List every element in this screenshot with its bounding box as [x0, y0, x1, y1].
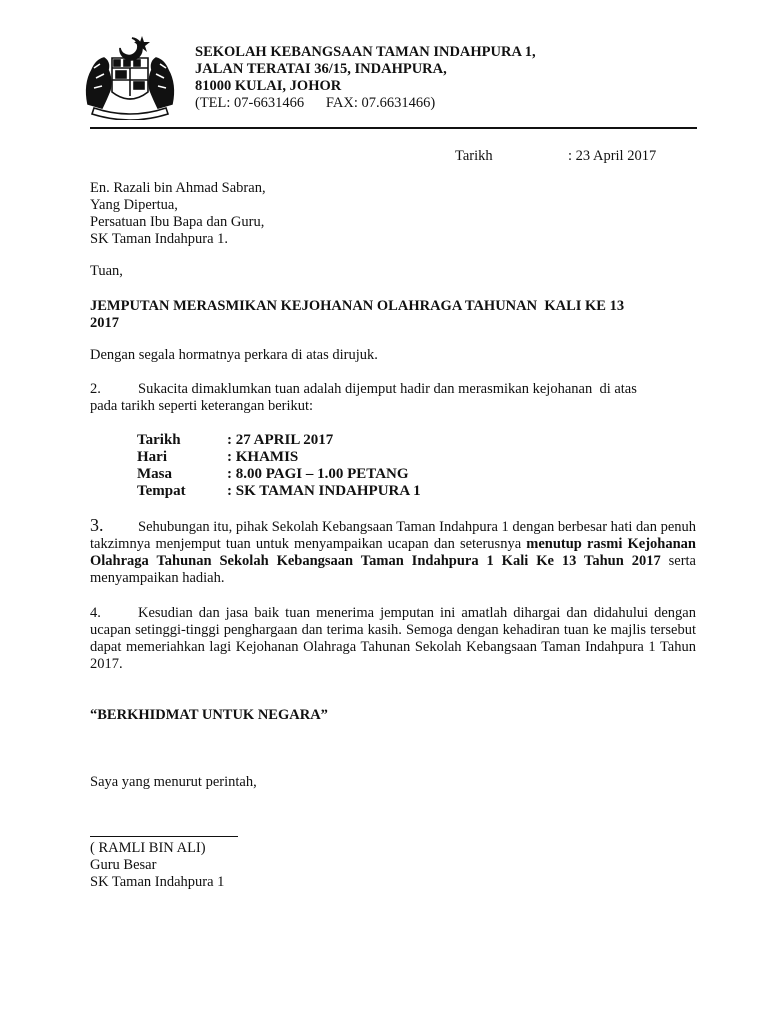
letterhead — [195, 44, 536, 112]
school-address-city: 81000 KULAI, JOHOR — [195, 78, 342, 94]
paragraph-2 — [90, 381, 696, 415]
school-contact: (TEL: 07-6631466 FAX: 07.6631466) — [195, 95, 436, 111]
detail-value: : SK TAMAN INDAHPURA 1 — [227, 483, 421, 499]
date-label: Tarikh — [455, 148, 493, 164]
coat-of-arms-logo — [80, 34, 180, 120]
paragraph-text-bold: menutup rasmi Kejohanan Olahraga Tahunan Sekolah Kebangsaan Taman Indahpura 1 Kali Ke 13 Tahun 2017 — [90, 536, 696, 569]
paragraph-text: Sukacita dimaklumkan tuan adalah dijemput hadir dan merasmikan kejohanan di atas — [138, 381, 637, 397]
detail-value: : 8.00 PAGI – 1.00 PETANG — [227, 466, 409, 482]
subject-heading — [90, 298, 624, 332]
detail-row — [137, 466, 421, 483]
paragraph-3 — [90, 517, 696, 587]
opening-paragraph: Dengan segala hormatnya perkara di atas dirujuk. — [90, 347, 378, 363]
paragraph-text: Kesudian dan jasa baik tuan menerima jemputan ini amatlah dihargai dan didahului dengan ucapan setinggi-tinggi penghargaan dan terima kasih. Semoga dengan kehadiran tuan ke majlis tersebut dapat memeriahkan lagi Kejohanan Olahraga Tahunan Sekolah Kebangsaan Taman Indahpura 1 Tahun 2017. — [90, 605, 696, 672]
signatory-block — [90, 840, 224, 891]
detail-label: Hari — [137, 449, 167, 465]
signatory-school: SK Taman Indahpura 1 — [90, 874, 225, 890]
recipient-line: Yang Dipertua, — [90, 197, 178, 213]
event-details — [137, 432, 421, 500]
signatory-title: Guru Besar — [90, 857, 157, 873]
school-name: SEKOLAH KEBANGSAAN TAMAN INDAHPURA 1, — [195, 44, 536, 60]
detail-label: Tempat — [137, 483, 186, 499]
paragraph-number: 3. — [90, 515, 104, 535]
paragraph-number: 4. — [90, 605, 101, 621]
recipient-line: SK Taman Indahpura 1. — [90, 231, 229, 247]
paragraph-number: 2. — [90, 381, 101, 397]
subject-line: 2017 — [90, 315, 119, 331]
date-value: : 23 April 2017 — [568, 148, 657, 164]
detail-row — [137, 432, 421, 449]
signature-line — [90, 836, 238, 837]
recipient-line: Persatuan Ibu Bapa dan Guru, — [90, 214, 265, 230]
paragraph-text: serta menyampaikan hadiah. — [90, 553, 696, 586]
header-divider — [90, 127, 697, 129]
detail-row — [137, 483, 421, 500]
motto: “BERKHIDMAT UNTUK NEGARA” — [90, 707, 328, 723]
detail-value: : 27 APRIL 2017 — [227, 432, 334, 448]
school-address-street: JALAN TERATAI 36/15, INDAHPURA, — [195, 61, 447, 77]
paragraph-4 — [90, 605, 696, 673]
paragraph-text: pada tarikh seperti keterangan berikut: — [90, 398, 314, 414]
recipient-address — [90, 180, 266, 248]
signatory-name: ( RAMLI BIN ALI) — [90, 840, 206, 856]
detail-row — [137, 449, 421, 466]
paragraph-text: Sehubungan itu, pihak Sekolah Kebangsaan Taman Indahpura 1 dengan berbesar hati dan penuh takzimnya menjemput tuan untuk menyampaikan ucapan dan seterusnya — [90, 519, 697, 552]
recipient-line: En. Razali bin Ahmad Sabran, — [90, 180, 266, 196]
subject-line: JEMPUTAN MERASMIKAN KEJOHANAN OLAHRAGA TAHUNAN KALI KE 13 — [90, 298, 625, 314]
salutation: Tuan, — [90, 263, 123, 279]
detail-label: Masa — [137, 466, 172, 482]
detail-value: : KHAMIS — [227, 449, 299, 465]
detail-label: Tarikh — [137, 432, 181, 448]
closing: Saya yang menurut perintah, — [90, 774, 257, 790]
